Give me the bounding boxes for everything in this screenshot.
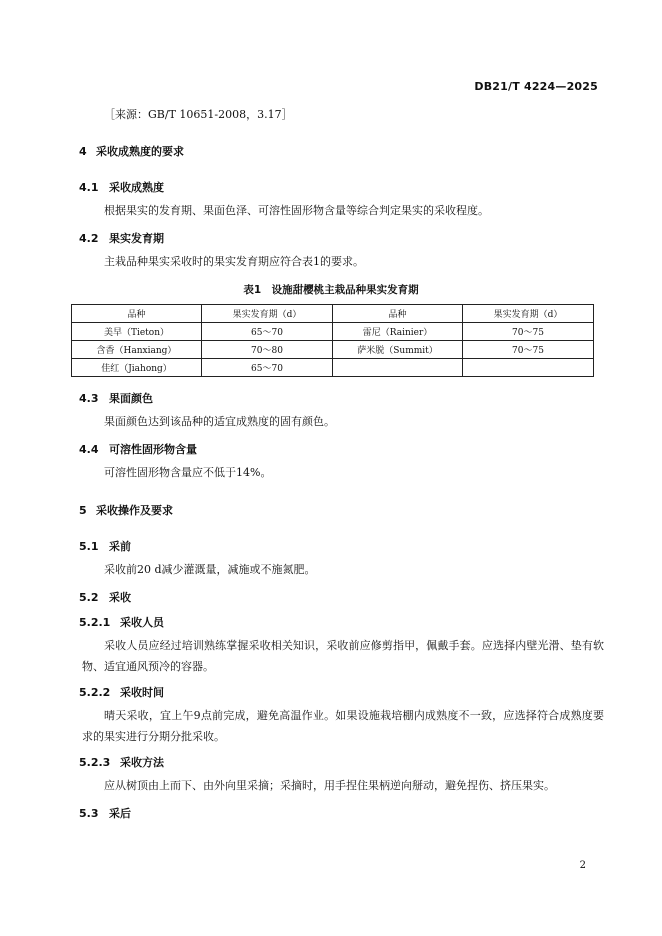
header-cell: 品种 <box>333 305 463 323</box>
section-4-3-heading <box>79 390 153 406</box>
section-5-2-heading <box>79 589 131 605</box>
table-cell: 65～70 <box>202 359 333 377</box>
section-5-1-heading <box>79 538 131 554</box>
table-row <box>72 359 594 377</box>
table-cell: 萨米脱（Summit） <box>333 341 463 359</box>
section-number: 5.1 <box>79 540 99 553</box>
table-cell: 65～70 <box>202 323 333 341</box>
section-4-1-text: 根据果实的发育期、果面色泽、可溶性固形物含量等综合判定果实的采收程度。 <box>104 204 489 217</box>
section-5-3-heading <box>79 805 131 821</box>
section-title: 采前 <box>109 540 131 553</box>
section-4-3-text: 果面颜色达到该品种的适宜成熟度的固有颜色。 <box>104 415 335 428</box>
section-number: 5.2.1 <box>79 616 111 629</box>
table-cell <box>463 359 594 377</box>
section-title: 采后 <box>109 807 131 820</box>
section-4-1-heading <box>79 179 164 195</box>
section-number: 4.2 <box>79 232 99 245</box>
table-cell: 佳红（Jiahong） <box>72 359 202 377</box>
section-number: 5.2 <box>79 591 99 604</box>
section-title: 采收方法 <box>120 756 164 769</box>
header-cell: 品种 <box>72 305 202 323</box>
section-title: 果实发育期 <box>109 232 164 245</box>
section-title: 采收成熟度 <box>109 181 164 194</box>
section-title: 果面颜色 <box>109 392 153 405</box>
section-5-2-2-text: 晴天采收，宜上午9点前完成，避免高温作业。如果设施栽培棚内成熟度不一致，应选择符合成熟度要求的果实进行分期分批采收。 <box>82 709 604 743</box>
section-4-2-text: 主栽品种果实采收时的果实发育期应符合表1的要求。 <box>104 255 364 268</box>
section-4-heading <box>79 143 184 159</box>
section-number: 4.4 <box>79 443 99 456</box>
table-cell: 70～75 <box>463 323 594 341</box>
table-cell: 70～80 <box>202 341 333 359</box>
section-5-heading <box>79 502 173 518</box>
section-5-2-1-text: 采收人员应经过培训熟练掌握采收相关知识，采收前应修剪指甲，佩戴手套。应选择内壁光滑、垫有软物、适宜通风预冷的容器。 <box>82 639 604 673</box>
section-number: 4 <box>79 145 87 158</box>
section-5-2-1-heading <box>79 614 164 630</box>
table-row <box>72 341 594 359</box>
section-4-2-heading <box>79 230 164 246</box>
section-4-4-text: 可溶性固形物含量应不低于14%。 <box>104 466 272 479</box>
table-cell: 雷尼（Rainier） <box>333 323 463 341</box>
table-row <box>72 323 594 341</box>
header-cell: 果实发育期（d） <box>202 305 333 323</box>
section-4-4-heading <box>79 441 197 457</box>
table-cell: 70～75 <box>463 341 594 359</box>
section-title: 采收操作及要求 <box>96 504 173 517</box>
section-title: 可溶性固形物含量 <box>109 443 197 456</box>
section-title: 采收 <box>109 591 131 604</box>
section-5-1-text: 采收前20 d减少灌溉量，减施或不施氮肥。 <box>104 563 316 576</box>
header-cell: 果实发育期（d） <box>463 305 594 323</box>
section-5-2-3-heading <box>79 754 164 770</box>
source-note: ［来源：GB/T 10651-2008，3.17］ <box>104 108 293 121</box>
section-title: 采收人员 <box>120 616 164 629</box>
section-number: 5 <box>79 504 87 517</box>
table-cell <box>333 359 463 377</box>
section-number: 4.3 <box>79 392 99 405</box>
section-number: 5.2.2 <box>79 686 111 699</box>
table-1-caption: 表1 设施甜樱桃主栽品种果实发育期 <box>243 284 419 296</box>
section-title: 采收成熟度的要求 <box>96 145 184 158</box>
section-number: 5.2.3 <box>79 756 111 769</box>
page-number: 2 <box>579 860 586 871</box>
table-cell: 含香（Hanxiang） <box>72 341 202 359</box>
table-1 <box>71 304 594 377</box>
section-title: 采收时间 <box>120 686 164 699</box>
table-cell: 美早（Tieton） <box>72 323 202 341</box>
section-5-2-3-text: 应从树顶由上而下、由外向里采摘；采摘时，用手捏住果柄逆向掰动，避免捏伤、挤压果实。 <box>104 779 555 792</box>
section-number: 4.1 <box>79 181 99 194</box>
section-5-2-2-heading <box>79 684 164 700</box>
section-number: 5.3 <box>79 807 99 820</box>
document-id: DB21/T 4224—2025 <box>474 80 598 93</box>
table-header-row <box>72 305 594 323</box>
